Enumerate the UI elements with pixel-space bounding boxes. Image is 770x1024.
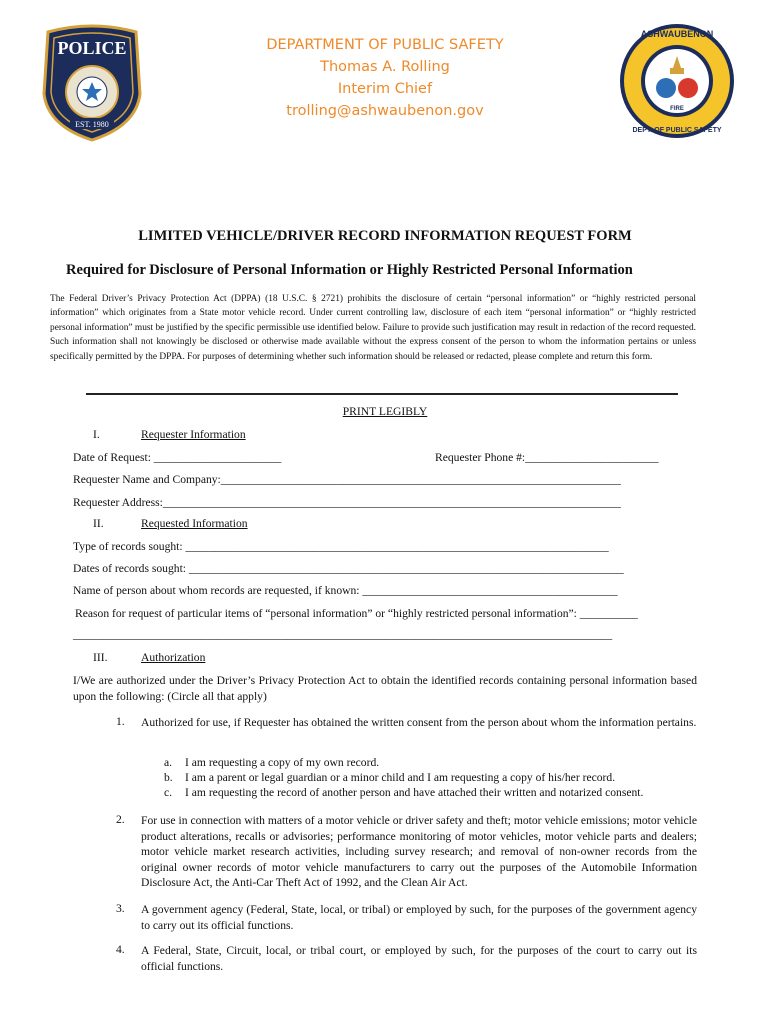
requester-name-field[interactable]: Requester Name and Company:_____________________________________________________________________ [73,473,621,486]
print-legibly-label: PRINT LEGIBLY [342,405,428,418]
subitem-a-letter: a. [164,756,173,769]
public-safety-seal-logo [618,22,736,140]
subitem-a-text[interactable]: I am requesting a copy of my own record. [185,756,380,769]
dates-of-records-field[interactable]: Dates of records sought: ___________________________________________________________________________ [73,562,624,575]
item-3-text[interactable]: A government agency (Federal, State, local, or tribal) or employed by such, for the purposes of the government agency to carry out its official functions. [141,903,697,932]
type-of-records-field[interactable]: Type of records sought: _________________________________________________________________________ [73,540,609,553]
chief-role: Interim Chief [337,81,433,97]
svg-text:EST. 1980: EST. 1980 [75,120,109,129]
item-3-number: 3. [116,902,125,915]
subitem-b-text[interactable]: I am a parent or legal guardian or a minor child and I am requesting a copy of his/her record. [185,771,616,784]
section-2-title: Requested Information [141,517,248,530]
svg-text:DEPT. OF PUBLIC SAFETY: DEPT. OF PUBLIC SAFETY [632,127,722,134]
section-1-title: Requester Information [141,428,246,441]
form-subtitle: Required for Disclosure of Personal Information or Highly Restricted Personal Information [66,262,633,278]
section-divider [86,393,678,395]
item-4-text[interactable]: A Federal, State, Circuit, local, or tribal court, or employed by such, for the purposes of the court to carry out its official functions. [141,944,697,973]
section-1-number: I. [93,428,100,441]
section-3-number: III. [93,651,108,664]
svg-text:ASHWAUBENON: ASHWAUBENON [640,29,714,39]
form-title: LIMITED VEHICLE/DRIVER RECORD INFORMATION REQUEST FORM [138,228,632,244]
date-of-request-field[interactable]: Date of Request: ______________________ [73,451,282,464]
department-name: DEPARTMENT OF PUBLIC SAFETY [266,37,504,53]
item-1-number: 1. [116,715,125,728]
reason-field[interactable]: Reason for request of particular items of “personal information” or “highly restricted personal information”: __________ [75,607,638,620]
chief-name: Thomas A. Rolling [320,59,450,75]
letterhead [200,34,570,122]
subitem-c-letter: c. [164,786,173,799]
name-of-person-field[interactable]: Name of person about whom records are requested, if known: ____________________________________________ [73,584,618,597]
section-3-title: Authorization [141,651,206,664]
section-2-number: II. [93,517,104,530]
requester-phone-field[interactable]: Requester Phone #:_______________________ [435,451,659,464]
subitem-c-text[interactable]: I am requesting the record of another person and have attached their written and notarized consent. [185,786,644,799]
authorization-intro: I/We are authorized under the Driver’s Privacy Protection Act to obtain the identified records containing personal information based upon the following: (Circle all that apply) [73,674,697,703]
item-1-text: Authorized for use, if Requester has obtained the written consent from the person about whom the information pertains. [141,716,697,729]
item-4-number: 4. [116,943,125,956]
reason-field-line-2[interactable]: _____________________________________________________________________________________________ [73,628,613,641]
svg-text:FIRE: FIRE [670,106,684,112]
item-2-text[interactable]: For use in connection with matters of a motor vehicle or driver safety and theft; motor vehicle emissions; motor vehicle product alterations, recalls or advisories; performance monitoring of motor vehicles, motor vehicle parts and dealers; motor vehicle market research activities, including survey research; and removal of non-owner records from the original owner records of motor vehicle manufacturers to carry out the purposes of the Automobile Information Disclosure Act, the Anti-Car Theft Act of 1992, and the Clean Air Act. [141,814,697,890]
police-badge-logo [40,22,144,142]
subitem-b-letter: b. [164,771,173,784]
item-2-number: 2. [116,813,125,826]
chief-email-link[interactable]: trolling@ashwaubenon.gov [286,103,484,119]
requester-address-field[interactable]: Requester Address:_______________________________________________________________________________ [73,496,621,509]
intro-paragraph: The Federal Driver’s Privacy Protection Act (DPPA) (18 U.S.C. § 2721) prohibits the disclosure of certain “personal information” or “highly restricted personal information” which originates from a State motor vehicle record. Under current controlling law, disclosure of each item “personal information” or “highly restricted personal information” must be justified by the specific permissible use identified below. Failure to provide such justification may result in redaction of the record requested. Such information shall not knowingly be disclosed or otherwise made available without the express consent of the person to whom the information pertains or unless specifically permitted by the DPPA. For purposes of determining whether such information should be released or redacted, please complete and return this form. [50,294,696,362]
svg-text:POLICE: POLICE [57,38,127,58]
